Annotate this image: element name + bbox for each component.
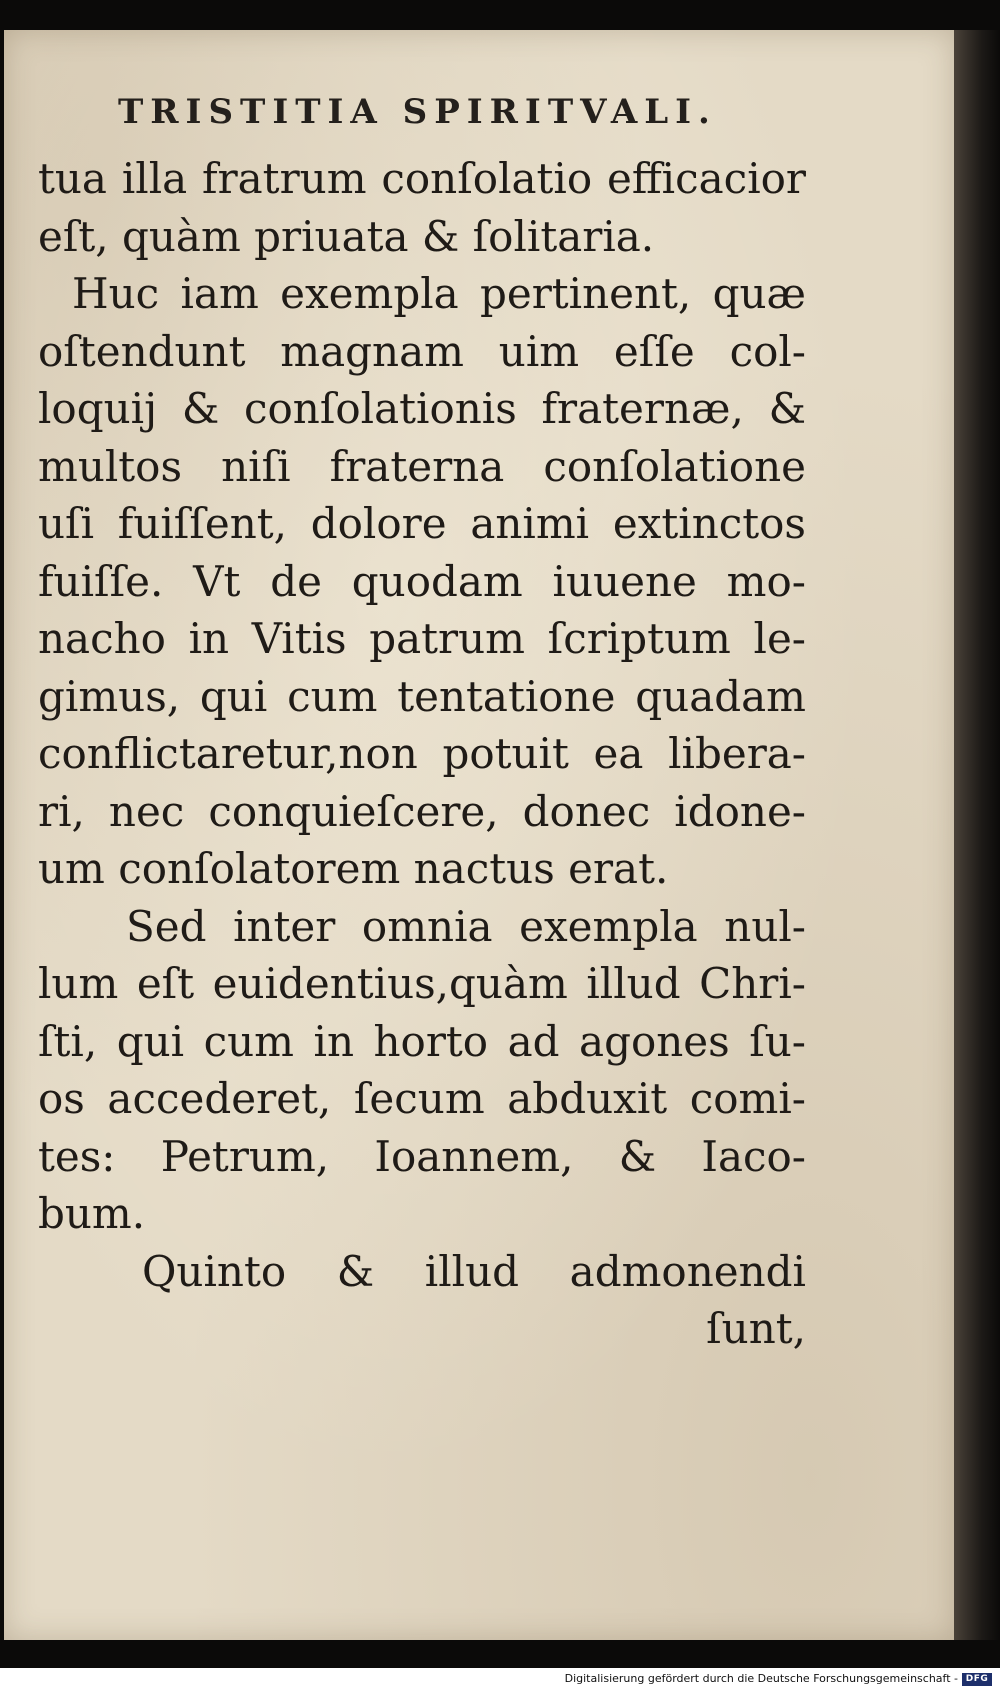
text-line: Quinto & illud admonendi xyxy=(142,1246,806,1296)
text-line: gimus, qui cum tentatione quadam xyxy=(38,671,806,721)
text-line: um conſolatorem nactus erat. xyxy=(38,844,669,893)
text-line: uſi fuiſſent, dolore animi extinctos xyxy=(38,499,806,548)
running-head: TRISTITIA SPIRITVALI. xyxy=(118,92,717,132)
body-text xyxy=(38,150,806,1358)
text-line: bum. xyxy=(38,1189,146,1238)
funding-credit: Digitalisierung gefördert durch die Deutsche Forschungsgemeinschaft - xyxy=(564,1672,958,1685)
text-line: Huc iam exempla pertinent, quæ xyxy=(72,269,806,318)
text-line: ſti, qui cum in horto ad agones ſu- xyxy=(38,1016,806,1066)
text-line: multos niſi fraterna conſolatione xyxy=(38,441,806,491)
text-line: os accederet, ſecum abduxit comi- xyxy=(38,1074,806,1123)
dfg-logo: DFG xyxy=(962,1673,992,1686)
digitization-footer xyxy=(0,1668,1000,1692)
text-line: Sed inter omnia exempla nul- xyxy=(126,901,806,951)
text-line: nacho in Vitis patrum ſcriptum le- xyxy=(38,614,806,663)
catchword: ſunt, xyxy=(706,1304,806,1353)
text-line: eſt, quàm priuata & ſolitaria. xyxy=(38,211,655,261)
text-line: fuiſſe. Vt de quodam iuuene mo- xyxy=(38,556,806,606)
text-line: loquij & conſolationis fraternæ, & xyxy=(38,384,806,433)
text-line: conflictaretur,non potuit ea libera- xyxy=(38,729,806,778)
text-line: tes: Petrum, Ioannem, & Iaco- xyxy=(38,1131,806,1181)
text-line: tua illa fratrum conſolatio efficacior xyxy=(38,154,806,203)
text-line: oſtendunt magnam uim eſſe col- xyxy=(38,326,806,376)
page-edge-shadow xyxy=(954,30,1000,1640)
text-line: ri, nec conquieſcere, donec idone- xyxy=(38,786,806,836)
text-line: lum eſt euidentius,quàm illud Chri- xyxy=(38,959,806,1008)
